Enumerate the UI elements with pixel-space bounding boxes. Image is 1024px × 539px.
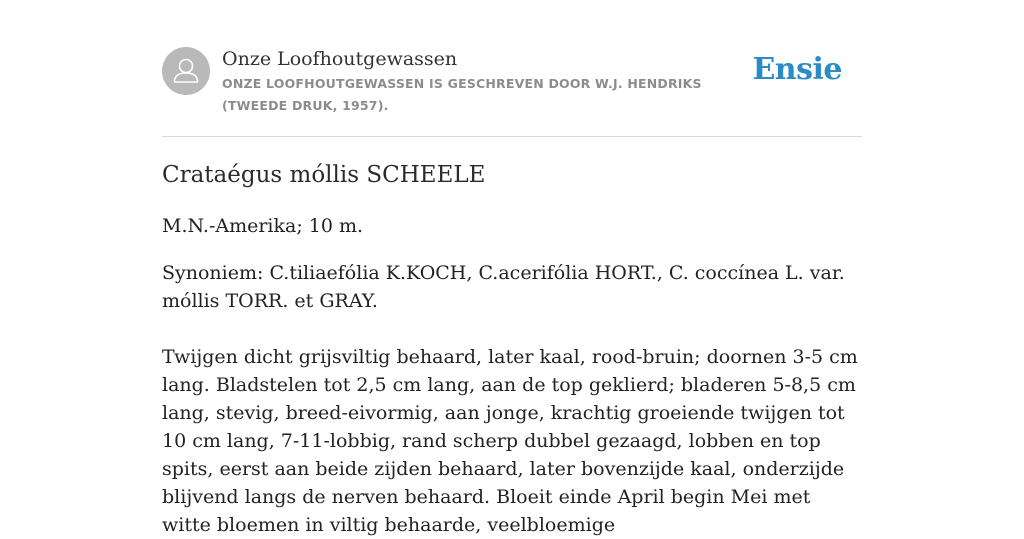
user-silhouette-icon bbox=[162, 47, 210, 95]
avatar[interactable] bbox=[162, 47, 210, 95]
ensie-logo[interactable]: Ensie bbox=[752, 52, 842, 87]
entry-title: Crataégus móllis SCHEELE bbox=[162, 162, 486, 188]
source-description: ONZE LOOFHOUTGEWASSEN IS GESCHREVEN DOOR W.J. HENDRIKS (TWEEDE DRUK, 1957). bbox=[222, 76, 702, 113]
source-title[interactable]: Onze Loofhoutgewassen bbox=[222, 48, 458, 70]
entry-content bbox=[162, 158, 862, 539]
entry-paragraph-origin: M.N.-Amerika; 10 m. bbox=[162, 215, 364, 237]
entry-paragraph-description: Twijgen dicht grijsviltig behaard, later kaal, rood-bruin; doornen 3-5 cm lang. Bladstelen tot 2,5 cm lang, aan de top geklierd; bladeren 5-8,5 cm lang, stevig, breed-eivormig, aan jonge, krachtig groeiende twijgen tot 10 cm lang, 7-11-lobbig, rand scherp dubbel gezaagd, lobben en top spits, eerst aan beide zijden behaard, later bovenzijde kaal, onderzijde blijvend langs de nerven behaard. Bloeit einde April begin Mei met witte bloemen in viltig behaarde, veelbloemige bbox=[162, 346, 858, 536]
entry-paragraph-synonyms: Synoniem: C.tiliaefólia K.KOCH, C.acerifólia HORT., C. coccínea L. var. móllis TORR. et GRAY. bbox=[162, 262, 845, 312]
source-header bbox=[162, 44, 862, 137]
